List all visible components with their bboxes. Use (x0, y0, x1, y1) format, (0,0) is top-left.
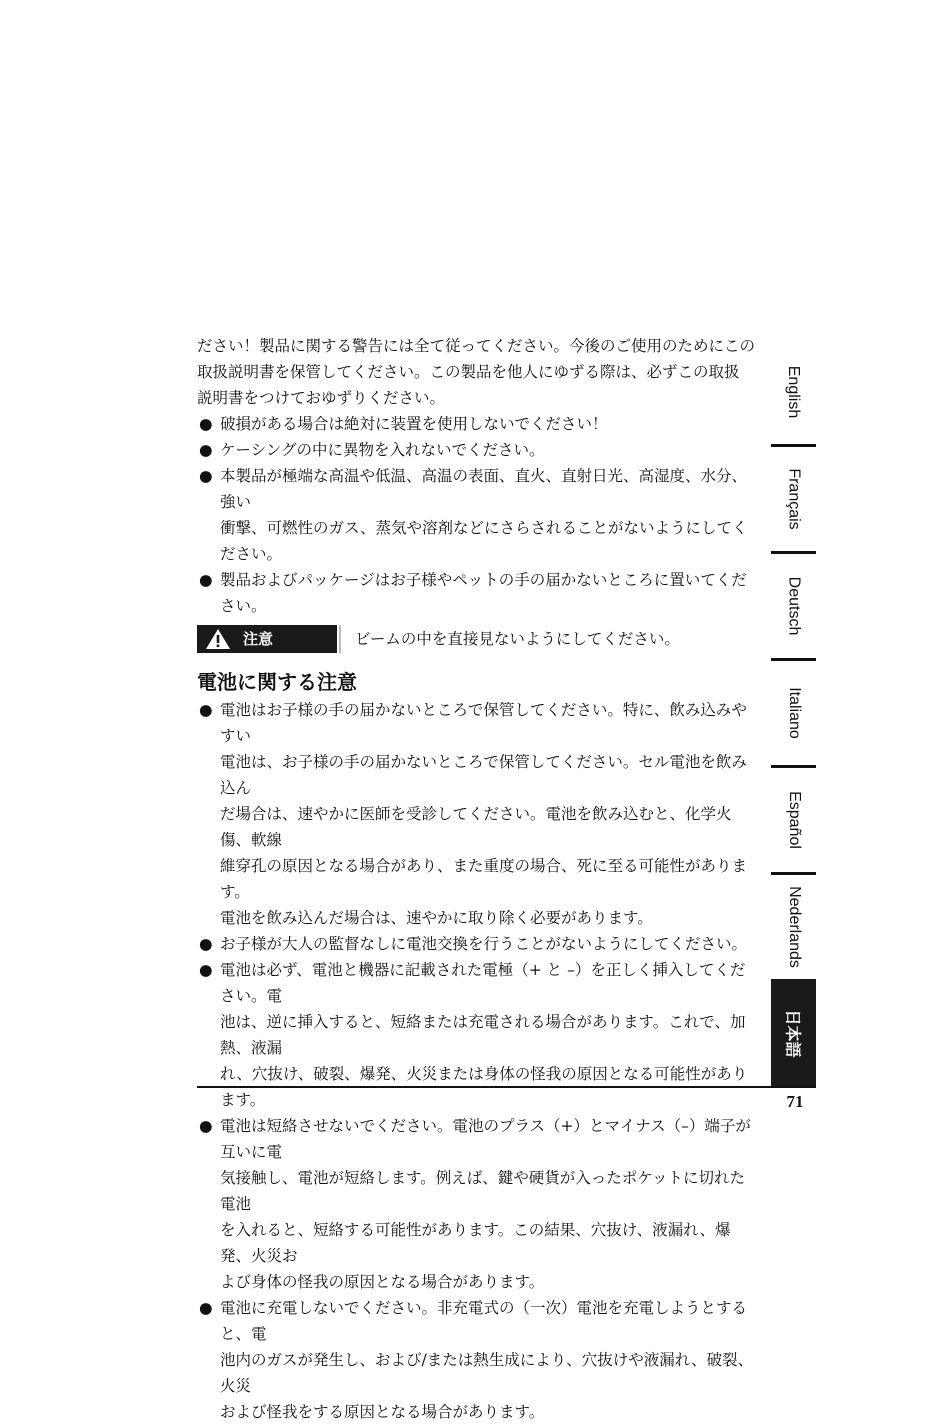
warning-text: ビームの中を直接見ないようにしてください。 (355, 630, 680, 648)
warning-divider (339, 625, 341, 653)
intro-paragraph: ださい！製品に関する警告には全て従ってください。今後のご使用のためにこの 取扱説明書を保管してください。この製品を他人にゆずる際は、必ずこの取扱 説明書をつけておゆずりください。 (197, 337, 756, 407)
tab-italiano[interactable]: Italiano (785, 687, 803, 739)
bullet-icon: ● (199, 571, 213, 589)
safety-bullet-list (197, 411, 757, 619)
bullet-icon: ● (199, 415, 213, 433)
tab-japanese[interactable]: 日本語 (771, 979, 816, 1087)
list-item: ● 電池はお子様の手の届かないところで保管してください。特に、飲み込みやすい 電池は、お子様の手の届かないところで保管してください。セル電池を飲み込ん だ場合は、速やかに医師を受診してください。電池を飲み込むと、化学火傷、軟線 維穿孔の原因となる場合があり、また重度の場合、死に至る可能性があります。 電池を飲み込んだ場合は、速やかに取り除く必要があります。 (197, 697, 757, 931)
list-item: ● 電池は短絡させないでください。電池のプラス（+）とマイナス（–）端子が互いに電 気接触し、電池が短絡します。例えば、鍵や硬貨が入ったポケットに切れた電池 を入れると、短絡する可能性があります。この結果、穴抜け、液漏れ、爆発、火災お よび身体の怪我の原因となる場合があります。 (197, 1113, 757, 1295)
list-item: ● 製品およびパッケージはお子様やペットの手の届かないところに置いてください。 (197, 567, 757, 619)
tab-espanol[interactable]: Español (785, 791, 803, 849)
main-content (197, 333, 757, 1425)
warning-row (197, 625, 757, 653)
page-number: 71 (786, 1092, 804, 1111)
bullet-icon: ● (199, 467, 213, 485)
bullet-icon: ● (199, 961, 213, 979)
battery-bullet-list (197, 697, 757, 1425)
list-item: ● 電池に充電しないでください。非充電式の（一次）電池を充電しようとすると、電 池内のガスが発生し、および/または熱生成により、穴抜けや液漏れ、破裂、火災 および怪我をする原因となる場合があります。 (197, 1295, 757, 1425)
bullet-icon: ● (199, 1117, 213, 1135)
bullet-icon: ● (199, 441, 213, 459)
warning-label-box (197, 625, 337, 653)
footer-rule (197, 1086, 816, 1088)
bullet-icon: ● (199, 701, 213, 719)
list-item: ● お子様が大人の監督なしに電池交換を行うことがないようにしてください。 (197, 931, 757, 957)
tab-deutsch[interactable]: Deutsch (785, 576, 803, 636)
list-item: ● 破損がある場合は絶対に装置を使用しないでください！ (197, 411, 757, 437)
tab-francais[interactable]: Français (785, 468, 803, 530)
bullet-icon: ● (199, 935, 213, 953)
warning-triangle-icon (205, 628, 231, 650)
list-item: ● ケーシングの中に異物を入れないでください。 (197, 437, 757, 463)
section-title: 電池に関する注意 (197, 670, 357, 694)
list-item: ● 本製品が極端な高温や低温、高温の表面、直火、直射日光、高湿度、水分、強い 衝撃、可燃性のガス、蒸気や溶剤などにさらされることがないようにしてください。 (197, 463, 757, 567)
tab-english[interactable]: English (785, 365, 803, 419)
tab-nederlands[interactable]: Nederlands (785, 886, 803, 968)
list-item: ● 電池は必ず、電池と機器に記載された電極（+ と –）を正しく挿入してください。電 池は、逆に挿入すると、短絡または充電される場合があります。これで、加熱、液漏 れ、穴抜け、破裂、爆発、火災または身体の怪我の原因となる可能性があります。 (197, 957, 757, 1113)
warning-label: 注意 (243, 630, 274, 648)
bullet-icon: ● (199, 1299, 213, 1317)
